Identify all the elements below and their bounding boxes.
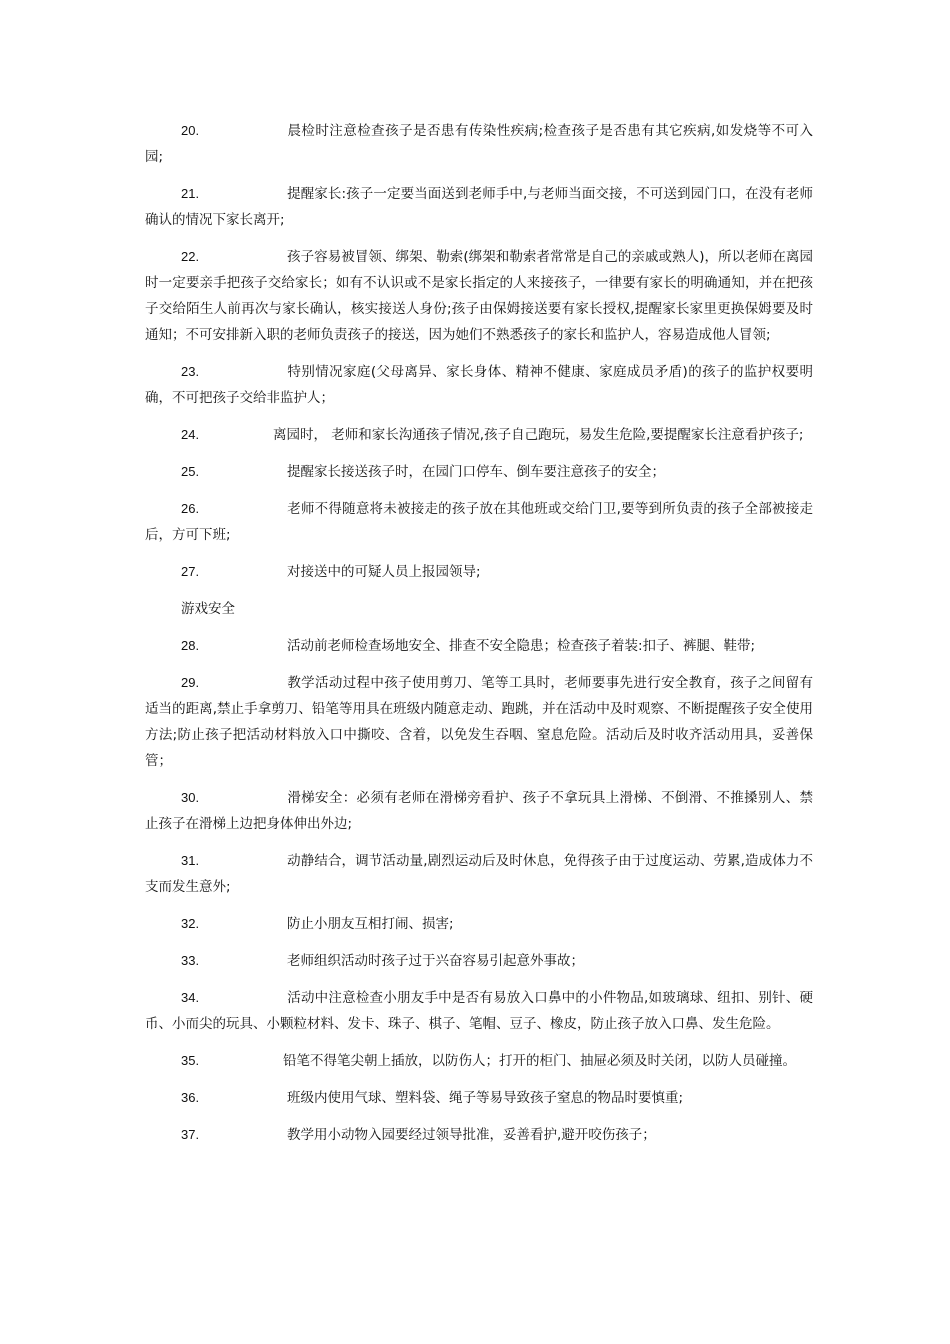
item-number: 20. [181,123,200,138]
item-text: 老师组织活动时孩子过于兴奋容易引起意外事故； [287,953,584,969]
item-number: 35. [181,1053,200,1068]
item-number: 27. [181,564,200,579]
item-text: 提醒家长:孩子一定要当面送到老师手中,与老师当面交接，不可送到园门口，在没有老师确认的情况下家长离开; [145,186,813,228]
item-text: 特别情况家庭(父母离异、家长身体、精神不健康、家庭成员矛盾)的孩子的监护权要明确，不可把孩子交给非监护人； [145,364,813,406]
item-number: 22. [181,249,200,264]
item-number: 23. [181,364,200,379]
item-text: 滑梯安全：必须有老师在滑梯旁看护、孩子不拿玩具上滑梯、不倒滑、不推搡别人、禁止孩子在滑梯上边把身体伸出外边; [145,790,813,832]
list-item [145,459,813,485]
item-text: 孩子容易被冒领、绑架、勒索(绑架和勒索者常常是自己的亲戚或熟人)，所以老师在离园时一定要亲手把孩子交给家长；如有不认识或不是家长指定的人来接孩子，一律要有家长的明确通知，并在把孩子交给陌生人前再次与家长确认，核实接送人身份;孩子由保姆接送要有家长授权,提醒家长家里更换保姆要及时通知；不可安排新入职的老师负责孩子的接送，因为她们不熟悉孩子的家长和监护人，容易造成他人冒领; [145,249,813,343]
list-item [145,1048,813,1074]
list-item [145,785,813,837]
item-text: 老师不得随意将未被接走的孩子放在其他班或交给门卫,要等到所负责的孩子全部被接走后，方可下班; [145,501,813,543]
list-item [145,670,813,774]
item-number: 21. [181,186,200,201]
item-number: 28. [181,638,200,653]
item-number: 30. [181,790,200,805]
item-number: 36. [181,1090,200,1105]
item-text: 离园时， 老师和家长沟通孩子情况,孩子自己跑玩，易发生危险,要提醒家长注意看护孩子; [273,427,804,443]
item-text: 教学活动过程中孩子使用剪刀、笔等工具时，老师要事先进行安全教育，孩子之间留有适当的距离,禁止手拿剪刀、铅笔等用具在班级内随意走动、跑跳，并在活动中及时观察、不断提醒孩子安全使用方法;防止孩子把活动材料放入口中撕咬、含着，以免发生吞咽、窒息危险。活动后及时收齐活动用具，妥善保管； [145,675,813,769]
list-item [145,559,813,585]
item-number: 26. [181,501,200,516]
item-number: 32. [181,916,200,931]
list-item [145,985,813,1037]
item-text: 防止小朋友互相打闹、损害; [287,916,454,932]
item-number: 25. [181,464,200,479]
item-text: 铅笔不得笔尖朝上插放，以防伤人；打开的柜门、抽屉必须及时关闭，以防人员碰撞。 [283,1053,796,1069]
item-text: 活动前老师检查场地安全、排查不安全隐患；检查孩子着装:扣子、裤腿、鞋带; [287,638,756,654]
item-number: 34. [181,990,200,1005]
item-text: 晨检时注意检查孩子是否患有传染性疾病;检查孩子是否患有其它疾病,如发烧等不可入园; [145,123,813,165]
list-item [145,118,813,170]
list-item [145,359,813,411]
item-text: 班级内使用气球、塑料袋、绳子等易导致孩子窒息的物品时要慎重; [287,1090,684,1106]
item-number: 24. [181,427,200,442]
list-item [145,848,813,900]
item-text: 对接送中的可疑人员上报园领导; [287,564,481,580]
list-item [145,422,813,448]
item-number: 31. [181,853,200,868]
list-item [145,633,813,659]
item-number: 37. [181,1127,200,1142]
list-item [145,911,813,937]
item-text: 教学用小动物入园要经过领导批准，妥善看护,避开咬伤孩子； [287,1127,656,1143]
item-text: 活动中注意检查小朋友手中是否有易放入口鼻中的小件物品,如玻璃球、纽扣、别针、硬币、小而尖的玩具、小颗粒材料、发卡、珠子、棋子、笔帽、豆子、橡皮，防止孩子放入口鼻、发生危险。 [145,990,813,1032]
list-item [145,181,813,233]
list-item [145,244,813,348]
list-item [145,1085,813,1111]
item-text: 动静结合，调节活动量,剧烈运动后及时休息，免得孩子由于过度运动、劳累,造成体力不支而发生意外; [145,853,813,895]
item-number: 29. [181,675,200,690]
item-number: 33. [181,953,200,968]
document-body [145,118,813,1159]
item-text: 提醒家长接送孩子时，在园门口停车、倒车要注意孩子的安全； [287,464,665,480]
section-heading: 游戏安全 [181,601,235,617]
list-item [145,496,813,548]
list-item [145,948,813,974]
list-item [145,1122,813,1148]
